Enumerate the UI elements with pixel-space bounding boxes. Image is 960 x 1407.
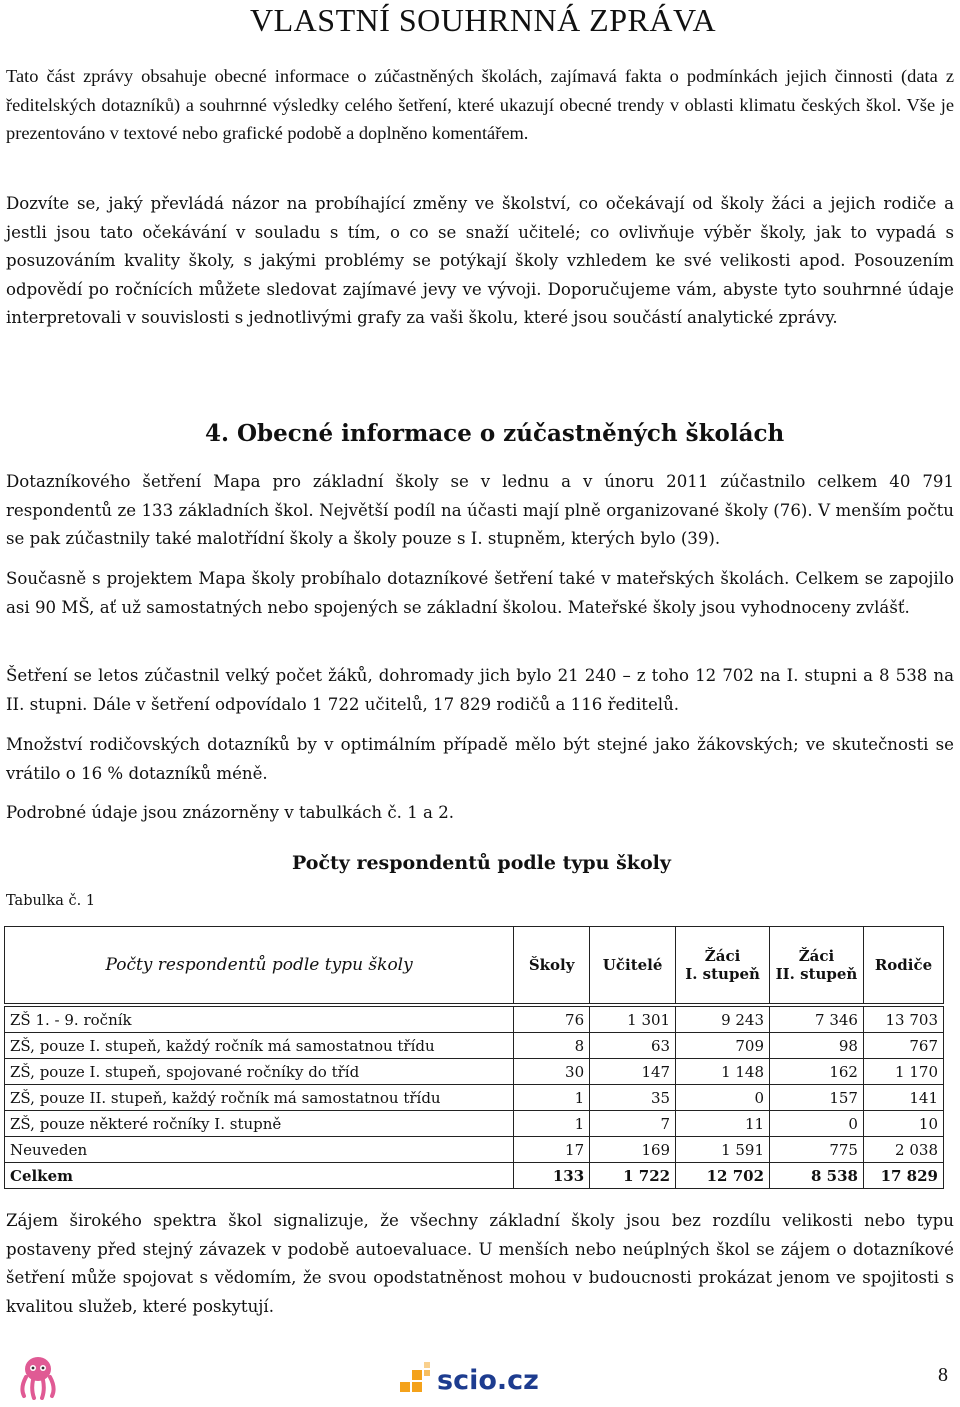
- cell-value: 98: [770, 1033, 864, 1059]
- section-heading: 4. Obecné informace o zúčastněných školách: [205, 420, 785, 447]
- cell-value: 1 591: [676, 1137, 770, 1163]
- kindergarten-paragraph: Současně s projektem Mapa školy probíhalo dotazníkové šetření také v mateřských školách. Celkem se zapojilo asi 90 MŠ, ať už samostatných nebo spojených se základní školou. Mateřské školy jsou vyhodnoceny zvlášť.: [6, 569, 954, 617]
- respondents-table: [4, 926, 944, 1189]
- cell-value: 76: [514, 1005, 590, 1033]
- table-row: [5, 1085, 944, 1111]
- cell-value: 0: [676, 1085, 770, 1111]
- cell-value: 169: [590, 1137, 676, 1163]
- cell-value: 17: [514, 1137, 590, 1163]
- row-label: Neuveden: [5, 1137, 514, 1163]
- cell-value: 11: [676, 1111, 770, 1137]
- intro-paragraph: Tato část zprávy obsahuje obecné informace o zúčastněných školách, zajímavá fakta o podmínkách jejich činnosti (data z ředitelských dotazníků) a souhrnné výsledky celého šetření, které ukazují obecné trendy v oblasti klimatu českých škol. Vše je prezentováno v textové nebo grafické podobě a doplněno komentářem.: [6, 66, 954, 144]
- cell-value: 1: [514, 1085, 590, 1111]
- cell-value: 1 301: [590, 1005, 676, 1033]
- table-total-row: [5, 1163, 944, 1189]
- row-label: ZŠ, pouze I. stupeň, každý ročník má samostatnou třídu: [5, 1033, 514, 1059]
- pupils-paragraph: Šetření se letos zúčastnil velký počet žáků, dohromady jich bylo 21 240 – z toho 12 702 na I. stupni a 8 538 na II. stupni. Dále v šetření odpovídalo 1 722 učitelů, 17 829 rodičů a 116 ředitelů.: [6, 666, 954, 714]
- row-label: ZŠ, pouze některé ročníky I. stupně: [5, 1111, 514, 1137]
- column-header: [514, 927, 590, 1006]
- cell-value: 1 722: [590, 1163, 676, 1189]
- tables-reference-paragraph: Podrobné údaje jsou znázorněny v tabulkách č. 1 a 2.: [6, 803, 455, 822]
- cell-value: 1: [514, 1111, 590, 1137]
- cell-value: 30: [514, 1059, 590, 1085]
- row-header-label: Počty respondentů podle typu školy: [5, 927, 514, 1006]
- column-header: [770, 927, 864, 1006]
- column-header-line: Žáci: [798, 947, 835, 965]
- cell-value: 767: [863, 1033, 943, 1059]
- parents-paragraph: Množství rodičovských dotazníků by v optimálním případě mělo být stejné jako žákovských; ve skutečnosti se vrátilo o 16 % dotazníků méně.: [6, 735, 954, 783]
- cell-value: 7: [590, 1111, 676, 1137]
- cell-value: 12 702: [676, 1163, 770, 1189]
- page-number: 8: [938, 1364, 948, 1386]
- cell-value: 775: [770, 1137, 864, 1163]
- table-row: [5, 1033, 944, 1059]
- table-row: [5, 1059, 944, 1085]
- column-header-line: Rodiče: [874, 956, 933, 974]
- cell-value: 17 829: [863, 1163, 943, 1189]
- table-row: [5, 1111, 944, 1137]
- cell-value: 8 538: [770, 1163, 864, 1189]
- table-row: [5, 1005, 944, 1033]
- cell-value: 0: [770, 1111, 864, 1137]
- column-header: [590, 927, 676, 1006]
- cell-value: 162: [770, 1059, 864, 1085]
- cell-value: 709: [676, 1033, 770, 1059]
- scio-logo-icon: [400, 1362, 432, 1398]
- respondents-paragraph: Dotazníkového šetření Mapa pro základní školy se v lednu a v únoru 2011 zúčastnilo celkem 40 791 respondentů ze 133 základních škol. Největší podíl na účasti mají plně organizované školy (76). V menším počtu se pak zúčastnily také malotřídní školy a školy pouze s I. stupněm, kterých bylo (39).: [6, 472, 954, 548]
- column-header-line: Žáci: [704, 947, 741, 965]
- table-header: [5, 927, 944, 1006]
- cell-value: 133: [514, 1163, 590, 1189]
- cell-value: 35: [590, 1085, 676, 1111]
- row-label: ZŠ 1. - 9. ročník: [5, 1005, 514, 1033]
- cell-value: 141: [863, 1085, 943, 1111]
- table-row: [5, 1137, 944, 1163]
- closing-paragraph: Zájem širokého spektra škol signalizuje, že všechny základní školy jsou bez rozdílu velikosti nebo typu postaveny před stejný závazek v podobě autoevaluace. U menších nebo neúplných škol se zájem o dotazníkové šetření může spojovat s vědomím, že svou opodstatněnost mohou v budoucnosti prokázat jenom ve spojitosti s kvalitou služeb, které poskytují.: [6, 1211, 954, 1316]
- column-header-line: II. stupeň: [775, 965, 858, 983]
- table-caption: Počty respondentů podle typu školy: [292, 852, 671, 874]
- column-header-line: Školy: [528, 956, 575, 974]
- cell-value: 13 703: [863, 1005, 943, 1033]
- row-label: Celkem: [5, 1163, 514, 1189]
- cell-value: 147: [590, 1059, 676, 1085]
- table-body: [5, 1005, 944, 1189]
- brand-text: scio.cz: [437, 1364, 539, 1396]
- cell-value: 8: [514, 1033, 590, 1059]
- cell-value: 157: [770, 1085, 864, 1111]
- octopus-icon: [14, 1352, 62, 1400]
- page-title: VLASTNÍ SOUHRNNÁ ZPRÁVA: [250, 2, 717, 38]
- scio-logo: [400, 1362, 539, 1398]
- cell-value: 1 148: [676, 1059, 770, 1085]
- column-header: [863, 927, 943, 1006]
- row-label: ZŠ, pouze I. stupeň, spojované ročníky do tříd: [5, 1059, 514, 1085]
- cell-value: 7 346: [770, 1005, 864, 1033]
- column-header-line: I. stupeň: [685, 965, 760, 983]
- cell-value: 2 038: [863, 1137, 943, 1163]
- column-header: [676, 927, 770, 1006]
- cell-value: 9 243: [676, 1005, 770, 1033]
- cell-value: 10: [863, 1111, 943, 1137]
- cell-value: 1 170: [863, 1059, 943, 1085]
- second-paragraph: Dozvíte se, jaký převládá názor na probíhající změny ve školství, co očekávají od školy žáci a jejich rodiče a jestli jsou tato očekávání v souladu s tím, o co se snaží učitelé; co ovlivňuje výběr školy, jak to vypadá s posuzováním kvality školy, s jakými problémy se potýkají školy vzhledem ke své velikosti apod. Posouzením odpovědí po ročnících můžete sledovat zajímavé jevy ve vývoji. Doporučujeme vám, abyste tyto souhrnné údaje interpretovali v souvislosti s jednotlivými grafy za vaši školu, které jsou součástí analytické zprávy.: [6, 194, 954, 327]
- row-label: ZŠ, pouze II. stupeň, každý ročník má samostatnou třídu: [5, 1085, 514, 1111]
- table-label: Tabulka č. 1: [6, 893, 96, 909]
- column-header-line: Učitelé: [602, 956, 663, 974]
- cell-value: 63: [590, 1033, 676, 1059]
